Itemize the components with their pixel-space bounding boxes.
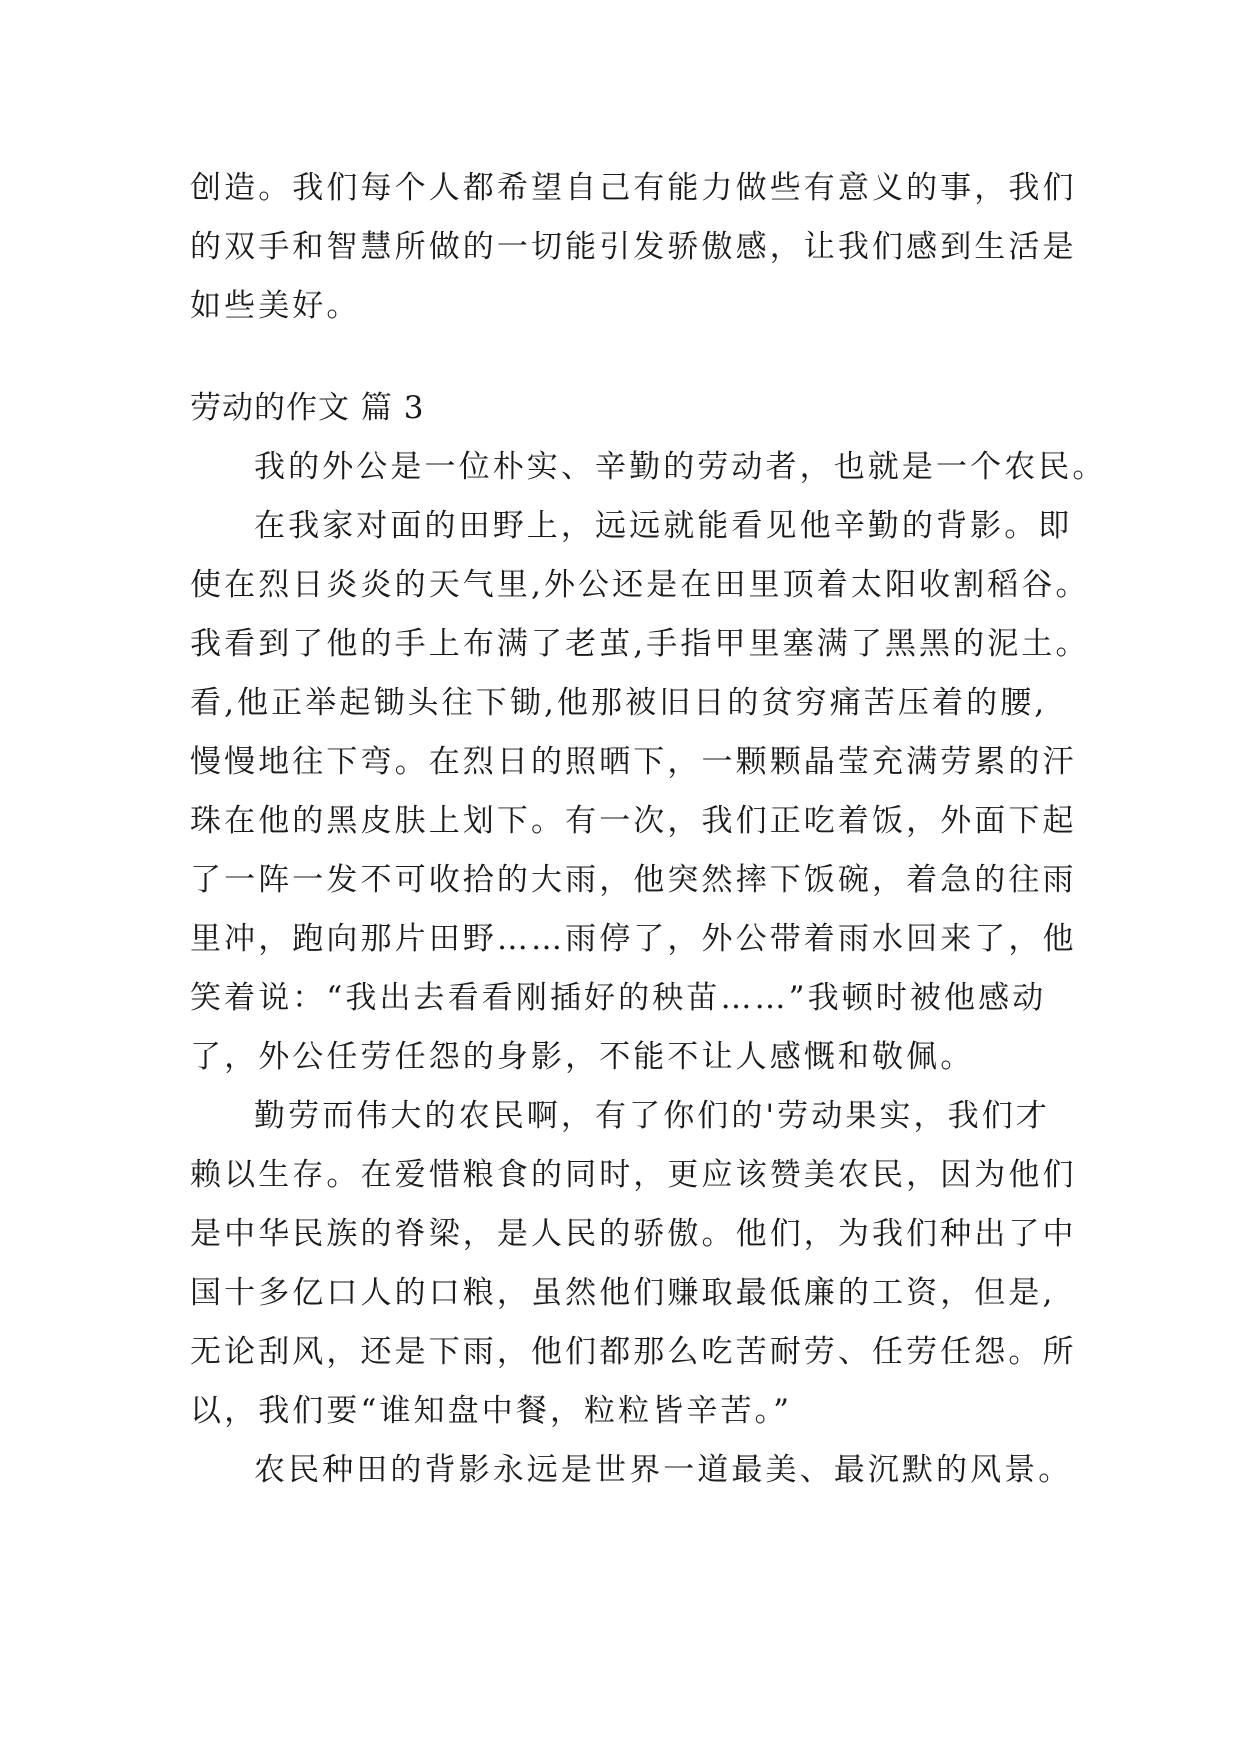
text-line: 我看到了他的手上布满了老茧,手指甲里塞满了黑黑的泥土。 [190, 626, 1090, 662]
text-line: 如些美好。 [190, 288, 361, 324]
text-line: 的双手和智慧所做的一切能引发骄傲感，让我们感到生活是 [190, 229, 1077, 265]
text-line: 创造。我们每个人都希望自己有能力做些有意义的事，我们 [190, 170, 1077, 206]
text-line: 国十多亿口人的口粮，虽然他们赚取最低廉的工资，但是, [190, 1275, 1056, 1311]
text-line: 使在烈日炎炎的天气里,外公还是在田里顶着太阳收割稻谷。 [190, 567, 1090, 603]
text-line: 勤劳而伟大的农民啊，有了你们的'劳动果实，我们才 [254, 1098, 1050, 1134]
section-heading: 劳动的作文 篇 3 [190, 390, 425, 426]
text-line: 笑着说：“我出去看看刚插好的秧苗……”我顿时被他感动 [190, 980, 1047, 1016]
text-line: 是中华民族的脊梁，是人民的骄傲。他们，为我们种出了中 [190, 1216, 1077, 1252]
text-line: 了，外公任劳任怨的身影，不能不让人感慨和敬佩。 [190, 1039, 975, 1075]
text-line: 里冲，跑向那片田野……雨停了，外公带着雨水回来了，他 [190, 921, 1077, 957]
text-line: 慢慢地往下弯。在烈日的照晒下，一颗颗晶莹充满劳累的汗 [190, 744, 1077, 780]
text-line: 珠在他的黑皮肤上划下。有一次，我们正吃着饭，外面下起 [190, 803, 1077, 839]
text-line: 在我家对面的田野上，远远就能看见他辛勤的背影。即 [254, 508, 1073, 544]
text-line: 农民种田的背影永远是世界一道最美、最沉默的风景。 [254, 1452, 1073, 1488]
text-line: 我的外公是一位朴实、辛勤的劳动者，也就是一个农民。 [254, 449, 1107, 485]
text-line: 无论刮风，还是下雨，他们都那么吃苦耐劳、任劳任怨。所 [190, 1334, 1077, 1370]
text-line: 以，我们要“谁知盘中餐，粒粒皆辛苦。” [190, 1393, 793, 1429]
text-line: 了一阵一发不可收拾的大雨，他突然摔下饭碗，着急的往雨 [190, 862, 1077, 898]
text-line: 赖以生存。在爱惜粮食的同时，更应该赞美农民，因为他们 [190, 1157, 1077, 1193]
text-line: 看,他正举起锄头往下锄,他那被旧日的贫穷痛苦压着的腰, [190, 685, 1048, 721]
